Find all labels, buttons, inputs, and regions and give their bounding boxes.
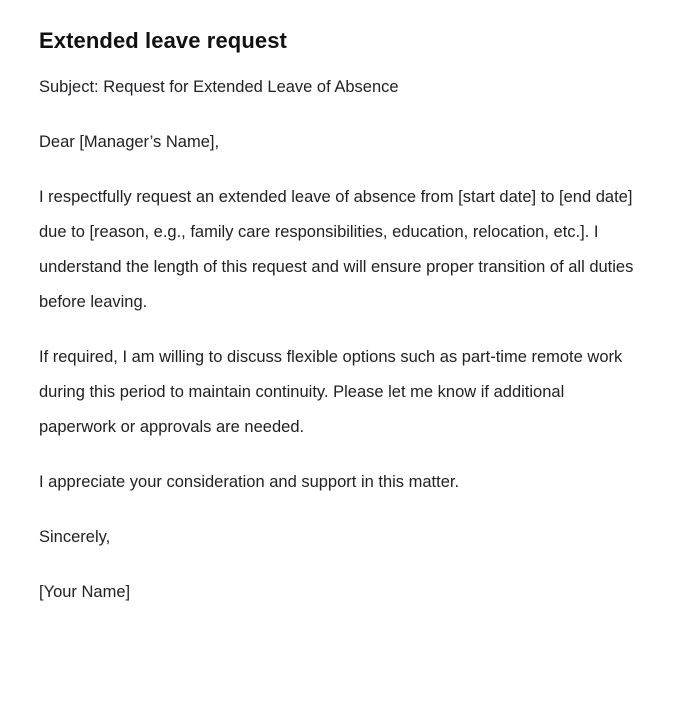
salutation: Dear [Manager’s Name],	[39, 133, 220, 151]
subject-line: Subject: Request for Extended Leave of Absence	[39, 78, 399, 96]
document-title: Extended leave request	[39, 28, 287, 53]
signature: [Your Name]	[39, 583, 131, 601]
body-paragraph: If required, I am willing to discuss flexible options such as part-time remote work during this period to maintain continuity. Please let me know if additional paperwork or approvals are needed.	[39, 348, 623, 436]
body-paragraph: I respectfully request an extended leave of absence from [start date] to [end date] due to [reason, e.g., family care responsibilities, education, relocation, etc.]. I understand the length of this request and will ensure proper transition of all duties before leaving.	[39, 188, 634, 311]
closing: Sincerely,	[39, 528, 111, 546]
body-paragraph: I appreciate your consideration and support in this matter.	[39, 473, 460, 491]
